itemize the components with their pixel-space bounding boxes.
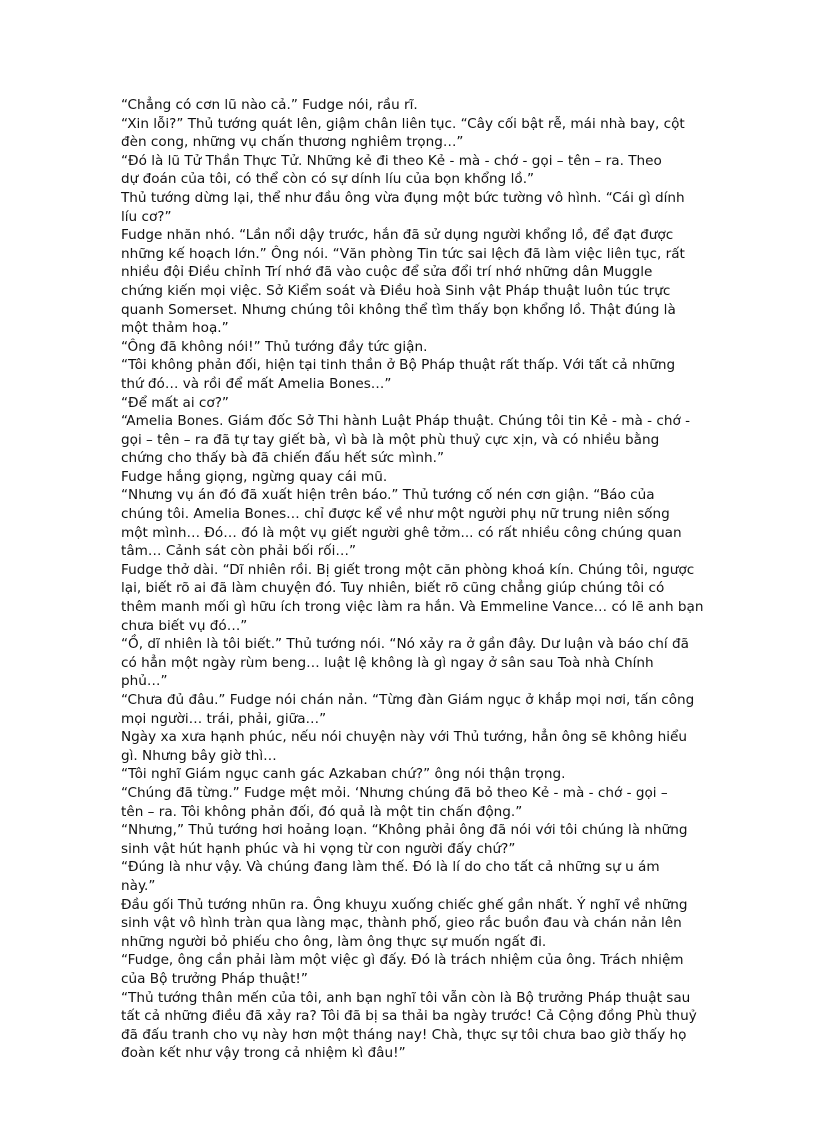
paragraph: “Đúng là như vậy. Và chúng đang làm thế. Đó là lí do cho tất cả những sự u ám này.”	[121, 859, 660, 894]
paragraph: “Nhưng,” Thủ tướng hơi hoảng loạn. “Không phải ông đã nói với tôi chúng là những sinh vật hút hạnh phúc và hi vọng từ con người đấy chứ?”	[121, 822, 688, 857]
paragraph: “Chưa đủ đâu.” Fudge nói chán nản. “Từng đàn Giám ngục ở khắp mọi nơi, tấn công mọi người… trái, phải, giữa…”	[121, 692, 695, 727]
paragraph: “Chúng đã từng.” Fudge mệt mỏi. ‘Nhưng chúng đã bỏ theo Kẻ - mà - chớ - gọi – tên – ra. Tôi không phản đối, đó quả là một tin chấn động.”	[121, 784, 668, 820]
paragraph: “Ông đã không nói!” Thủ tướng đầy tức giận.	[121, 338, 428, 355]
paragraph: Thủ tướng dừng lại, thể như đầu ông vừa đụng một bức tường vô hình. “Cái gì dính líu cơ?”	[121, 189, 685, 225]
paragraph: “Fudge, ông cần phải làm một việc gì đấy. Đó là trách nhiệm của ông. Trách nhiệm của Bộ trưởng Pháp thuật!”	[121, 952, 684, 987]
paragraph: Fudge nhăn nhó. “Lần nổi dậy trước, hắn đã sử dụng người khổng lồ, để đạt được những kế hoạch lớn.” Ông nói. “Văn phòng Tin tức sai lệch đã làm việc liên tục, rất nhiều đội Điều chỉnh Trí nhớ đã vào cuộc để sửa đổi trí nhớ những dân Muggle chứng kiến mọi việc. Sở Kiểm soát và Điều hoà Sinh vật Pháp thuật luôn túc trực quanh Somerset. Nhưng chúng tôi không thể tìm thấy bọn khổng lồ. Thật đúng là một thảm hoạ.”	[121, 227, 685, 337]
paragraph: “Thủ tướng thân mến của tôi, anh bạn nghĩ tôi vẫn còn là Bộ trưởng Pháp thuật sau tất cả những điều đã xảy ra? Tôi đã bị sa thải ba ngày trước! Cả Cộng đồng Phù thuỷ đã đấu tranh cho vụ này hơn một tháng nay! Chà, thực sự tôi chưa bao giờ thấy họ đoàn kết như vậy trong cả nhiệm kì đâu!”	[121, 989, 697, 1062]
paragraph: “Để mất ai cơ?”	[121, 394, 229, 411]
paragraph: “Chẳng có cơn lũ nào cả.” Fudge nói, rầu rĩ.	[121, 97, 418, 113]
paragraph: “Ồ, dĩ nhiên là tôi biết.” Thủ tướng nói. “Nó xảy ra ở gần đây. Dư luận và báo chí đã có hẳn một ngày rùm beng… luật lệ không là gì ngay ở sân sau Toà nhà Chính phủ…”	[121, 636, 689, 690]
paragraph: “Đó là lũ Tử Thần Thực Tử. Những kẻ đi theo Kẻ - mà - chớ - gọi – tên – ra. Theo dự đoán của tôi, có thể còn có sự dính líu của bọn khổng lồ.”	[121, 152, 662, 188]
paragraph: “Amelia Bones. Giám đốc Sở Thi hành Luật Pháp thuật. Chúng tôi tin Kẻ - mà - chớ - gọi – tên – ra đã tự tay giết bà, vì bà là một phù thuỷ cực xịn, và có nhiều bằng chứng cho thấy bà đã chiến đấu hết sức mình.”	[121, 413, 691, 467]
paragraph: Fudge thở dài. “Dĩ nhiên rồi. Bị giết trong một căn phòng khoá kín. Chúng tôi, ngược lại, biết rõ ai đã làm chuyện đó. Tuy nhiên, biết rõ cũng chẳng giúp chúng tôi có thêm manh mối gì hữu ích trong việc làm ra hắn. Và Emmeline Vance… có lẽ anh bạn chưa biết vụ đó…”	[121, 561, 704, 634]
document-page	[121, 96, 721, 1063]
paragraph: Ngày xa xưa hạnh phúc, nếu nói chuyện này với Thủ tướng, hẳn ông sẽ không hiểu gì. Nhưng bây giờ thì…	[121, 729, 688, 764]
paragraph: “Xin lỗi?” Thủ tướng quát lên, giậm chân liên tục. “Cây cối bật rễ, mái nhà bay, cột đèn cong, những vụ chấn thương nghiêm trọng…”	[121, 115, 685, 151]
paragraph: “Tôi không phản đối, hiện tại tinh thần ở Bộ Pháp thuật rất thấp. Với tất cả những thứ đó… và rồi để mất Amelia Bones…”	[121, 357, 676, 392]
paragraph: “Tôi nghĩ Giám ngục canh gác Azkaban chứ?” ông nói thận trọng.	[121, 766, 566, 783]
paragraph: Đầu gối Thủ tướng nhũn ra. Ông khuỵu xuống chiếc ghế gần nhất. Ý nghĩ về những sinh vật vô hình tràn qua làng mạc, thành phố, gieo rắc buồn đau và chán nản lên những người bỏ phiếu cho ông, làm ông thực sự muốn ngất đi.	[121, 896, 688, 950]
paragraph: “Nhưng vụ án đó đã xuất hiện trên báo.” Thủ tướng cố nén cơn giận. “Báo của chúng tôi. Amelia Bones… chỉ được kể về như một người phụ nữ trung niên sống một mình… Đó… đó là một vụ giết người ghê tởm... có rất nhiều công chúng quan tâm… Cảnh sát còn phải bối rối…”	[121, 487, 682, 560]
paragraph: Fudge hắng giọng, ngừng quay cái mũ.	[121, 468, 388, 485]
